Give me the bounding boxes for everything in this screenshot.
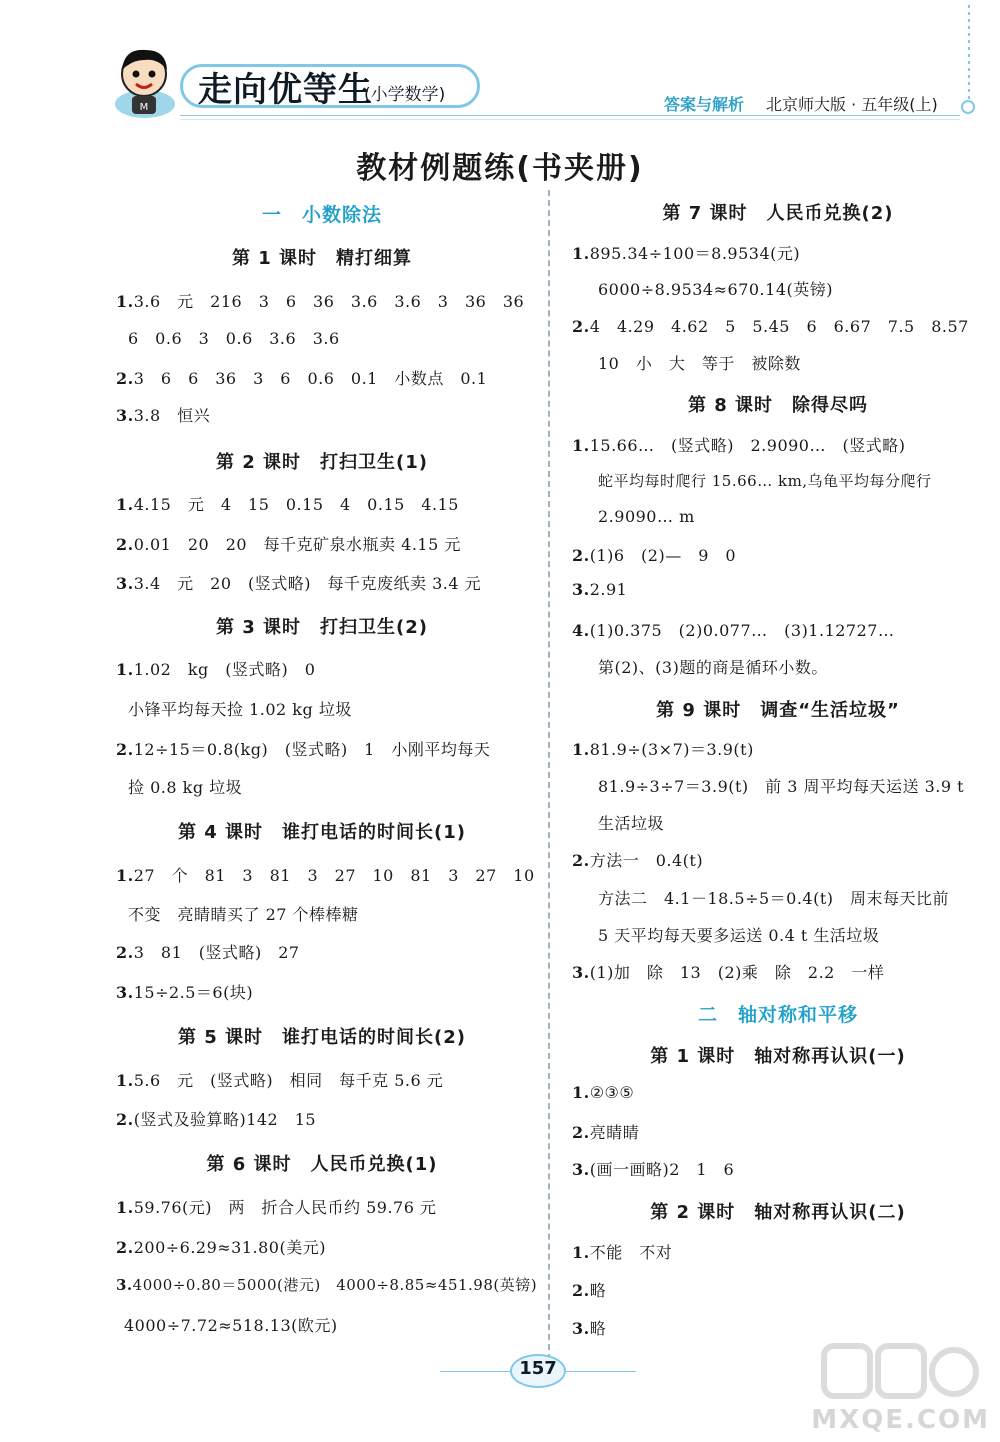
- answer-line: 1.15.66… (竖式略) 2.9090… (竖式略): [572, 436, 906, 455]
- mascot-boy-icon: [104, 40, 186, 122]
- section-title-1: 一 小数除法: [261, 204, 382, 226]
- answer-line: 捡 0.8 kg 垃圾: [128, 778, 243, 797]
- answer-line: 6 0.6 3 0.6 3.6 3.6: [128, 329, 340, 348]
- answer-line: 2.(1)6 (2)— 9 0: [572, 546, 737, 565]
- lesson-title: 第 1 课时 精打细算: [231, 248, 413, 269]
- svg-text:M: M: [139, 102, 149, 113]
- answer-line: 2.3 81 (竖式略) 27: [116, 943, 300, 962]
- answer-line: 3.略: [572, 1319, 607, 1338]
- answer-line: 3.(画一画略)2 1 6: [572, 1160, 735, 1179]
- answer-line: 2.200÷6.29≈31.80(美元): [116, 1238, 326, 1257]
- answers-tag: 答案与解析: [664, 95, 745, 114]
- answer-line: 方法二 4.1－18.5÷5＝0.4(t) 周末每天比前: [598, 889, 950, 908]
- answer-line: 1.4.15 元 4 15 0.15 4 0.15 4.15: [116, 495, 459, 514]
- brand-title: 走向优等生: [198, 70, 373, 110]
- answer-line: 2.9090… m: [598, 507, 695, 526]
- answer-line: 不变 亮睛睛买了 27 个棒棒糖: [128, 905, 359, 924]
- answer-line: 3.4000÷0.80＝5000(港元) 4000÷8.85≈451.98(英镑): [116, 1276, 538, 1294]
- answer-line: 1.895.34÷100＝8.9534(元): [572, 244, 801, 263]
- footer-rule-left: [440, 1371, 510, 1372]
- answer-line: 生活垃圾: [598, 814, 665, 833]
- answer-line: 3.3.4 元 20 (竖式略) 每千克废纸卖 3.4 元: [116, 574, 482, 593]
- answer-line: 1.②③⑤: [572, 1083, 635, 1102]
- lesson-title: 第 3 课时 打扫卫生(2): [215, 617, 429, 638]
- answer-line: 1.5.6 元 (竖式略) 相同 每千克 5.6 元: [116, 1071, 444, 1090]
- answer-line: 6000÷8.9534≈670.14(英镑): [598, 280, 833, 299]
- answer-line: 5 天平均每天要多运送 0.4 t 生活垃圾: [598, 926, 880, 945]
- lesson-title: 第 2 课时 轴对称再认识(二): [650, 1202, 906, 1223]
- answer-line: 1.81.9÷(3×7)＝3.9(t): [572, 740, 754, 759]
- decorative-circle-icon: [961, 100, 975, 114]
- answer-line: 2.方法一 0.4(t): [572, 851, 704, 870]
- answer-line: 2.3 6 6 36 3 6 0.6 0.1 小数点 0.1: [116, 369, 488, 388]
- page-header: [0, 0, 1000, 130]
- watermark-logo-icon: [820, 1340, 980, 1404]
- answer-line: 1.3.6 元 216 3 6 36 3.6 3.6 3 36 36: [116, 292, 525, 311]
- edition-tag: 北京师大版 · 五年级(上): [766, 95, 938, 114]
- watermark-text: MXQE.COM: [811, 1405, 990, 1435]
- answer-line: 2.0.01 20 20 每千克矿泉水瓶卖 4.15 元: [116, 535, 461, 554]
- lesson-title: 第 2 课时 打扫卫生(1): [215, 452, 429, 473]
- answer-line: 1.1.02 kg (竖式略) 0: [116, 660, 316, 679]
- page-number: 157: [519, 1358, 557, 1379]
- lesson-title: 第 1 课时 轴对称再认识(一): [650, 1046, 906, 1067]
- answer-line: 1.27 个 81 3 81 3 27 10 81 3 27 10: [116, 866, 535, 885]
- answer-line: 蛇平均每时爬行 15.66… km,乌龟平均每分爬行: [598, 472, 932, 490]
- answer-line: 4000÷7.72≈518.13(欧元): [124, 1316, 338, 1335]
- answer-line: 小锋平均每天捡 1.02 kg 垃圾: [128, 700, 352, 719]
- section-title-2: 二 轴对称和平移: [697, 1004, 858, 1026]
- answer-line: 2.12÷15＝0.8(kg) (竖式略) 1 小刚平均每天: [116, 740, 491, 759]
- lesson-title: 第 6 课时 人民币兑换(1): [206, 1154, 438, 1175]
- answer-line: 1.不能 不对: [572, 1243, 673, 1262]
- lesson-title: 第 5 课时 谁打电话的时间长(2): [177, 1027, 467, 1048]
- column-divider: [548, 190, 550, 1360]
- answer-line: 81.9÷3÷7＝3.9(t) 前 3 周平均每天运送 3.9 t: [598, 777, 965, 796]
- answer-line: 2.4 4.29 4.62 5 5.45 6 6.67 7.5 8.57: [572, 317, 969, 336]
- answer-line: 3.(1)加 除 13 (2)乘 除 2.2 一样: [572, 963, 885, 982]
- lesson-title: 第 4 课时 谁打电话的时间长(1): [177, 822, 467, 843]
- page-title: 教材例题练(书夹册): [356, 151, 644, 186]
- answer-line: 4.(1)0.375 (2)0.077… (3)1.12727…: [572, 621, 895, 640]
- lesson-title: 第 8 课时 除得尽吗: [687, 395, 869, 416]
- answer-line: 2.略: [572, 1281, 607, 1300]
- answer-line: 10 小 大 等于 被除数: [598, 354, 801, 373]
- answer-line: 2.(竖式及验算略)142 15: [116, 1110, 317, 1129]
- lesson-title: 第 9 课时 调查“生活垃圾”: [656, 700, 900, 721]
- header-rule-light: [180, 119, 960, 120]
- answer-line: 3.3.8 恒兴: [116, 406, 211, 425]
- lesson-title: 第 7 课时 人民币兑换(2): [662, 203, 894, 224]
- answer-line: 3.2.91: [572, 580, 628, 599]
- answer-line: 2.亮睛睛: [572, 1123, 640, 1142]
- decorative-dotted-line: [968, 5, 970, 100]
- answer-line: 第(2)、(3)题的商是循环小数。: [598, 658, 828, 677]
- brand-subtitle: (小学数学): [364, 85, 446, 105]
- header-rule: [180, 115, 960, 116]
- answer-line: 1.59.76(元) 两 折合人民币约 59.76 元: [116, 1198, 437, 1217]
- footer-rule-right: [566, 1371, 636, 1372]
- answer-line: 3.15÷2.5＝6(块): [116, 983, 254, 1002]
